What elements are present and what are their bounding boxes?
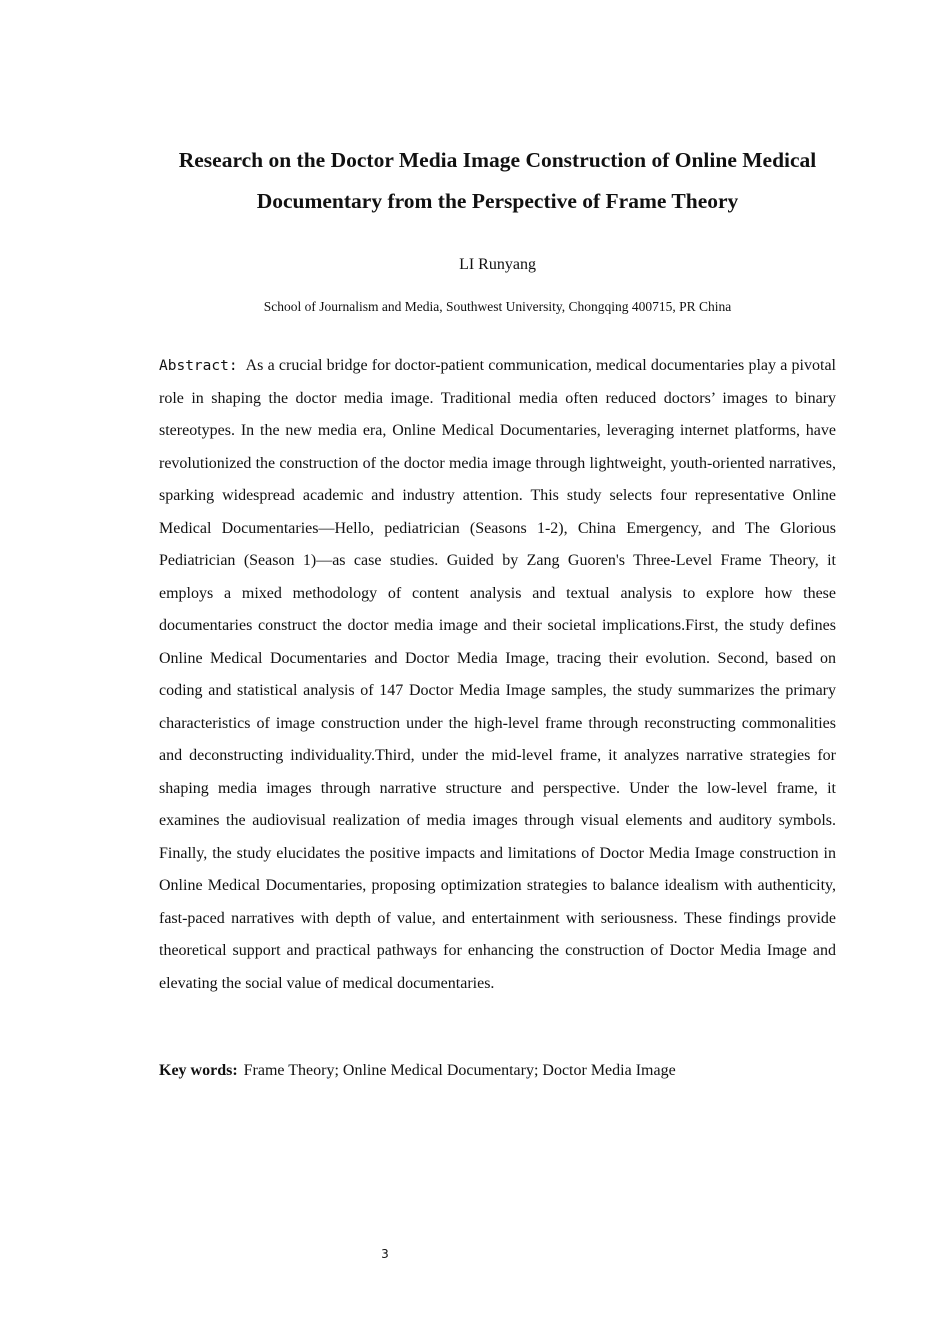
- keywords-label: Key words:: [159, 1062, 238, 1079]
- paper-title-line-1: Research on the Doctor Media Image Construction of Online Medical: [178, 148, 817, 172]
- page-number: 3: [381, 1247, 389, 1261]
- abstract-paragraph: [159, 350, 836, 1000]
- keywords-line: [159, 1059, 836, 1083]
- paper-title: [150, 140, 845, 222]
- author-name: LI Runyang: [459, 256, 536, 273]
- author-affiliation: School of Journalism and Media, Southwest University, Chongqing 400715, PR China: [263, 299, 732, 314]
- keywords-text: Frame Theory; Online Medical Documentary; Doctor Media Image: [243, 1062, 676, 1079]
- paper-title-line-2: Documentary from the Perspective of Frame Theory: [256, 189, 739, 213]
- abstract-label: Abstract:: [159, 358, 238, 374]
- abstract-text: As a crucial bridge for doctor-patient communication, medical documentaries play a pivotal role in shaping the doctor media image. Traditional media often reduced doctors’ images to binary stereotypes. In the new media era, Online Medical Documentaries, leveraging internet platforms, have revolutionized the construction of the doctor media image through lightweight, youth-oriented narratives, sparking widespread academic and industry attention. This study selects four representative Online Medical Documentaries—Hello, pediatrician (Seasons 1-2), China Emergency, and The Glorious Pediatrician (Season 1)—as case studies. Guided by Zang Guoren's Three-Level Frame Theory, it employs a mixed methodology of content analysis and textual analysis to explore how these documentaries construct the doctor media image and their societal implications.First, the study defines Online Medical Documentaries and Doctor Media Image, tracing their evolution. Second, based on coding and statistical analysis of 147 Doctor Media Image samples, the study summarizes the primary characteristics of image construction under the high-level frame through reconstructing commonalities and deconstructing individuality.Third, under the mid-level frame, it analyzes narrative strategies for shaping media images through narrative structure and perspective. Under the low-level frame, it examines the audiovisual realization of media images through visual elements and auditory symbols. Finally, the study elucidates the positive impacts and limitations of Doctor Media Image construction in Online Medical Documentaries, proposing optimization strategies to balance idealism with authenticity, fast-paced narratives with depth of value, and entertainment with seriousness. These findings provide theoretical support and practical pathways for enhancing the construction of Doctor Media Image and elevating the social value of medical documentaries.: [159, 357, 836, 992]
